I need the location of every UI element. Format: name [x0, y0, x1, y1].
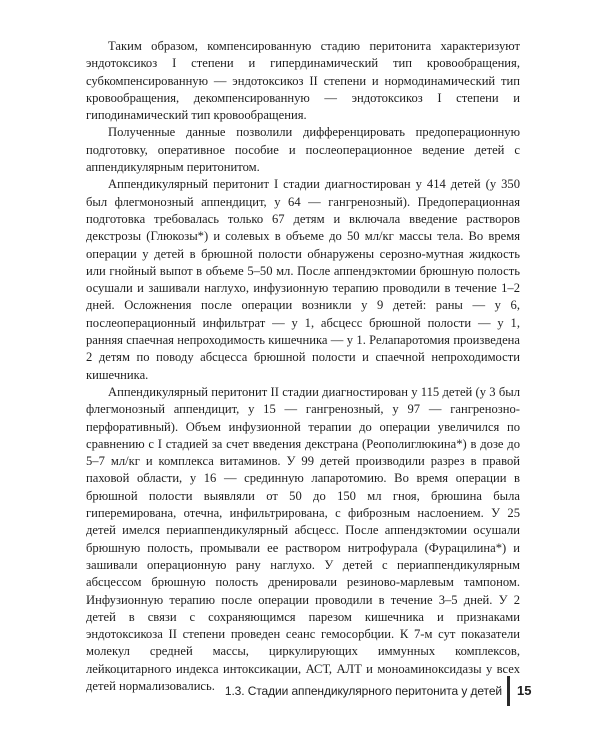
running-footer — [0, 676, 600, 708]
paragraph-stage-two: Аппендикулярный перитонит II стадии диагностирован у 115 детей (у 3 был флегмонозный аппендицит, у 15 — гангренозный, у 97 — гангренозно-перфоративный). Объем инфузионной терапии до операции увеличился по сравнению с I стадией за счет введения декстрана (Реополиглюкина*) в дозе до 5–7 мл/кг и комплекса витаминов. У 99 детей производили разрез в правой паховой области, у 16 — срединную лапаротомию. Во время операции в брюшной полости выявляли от 50 до 150 мл гноя, брюшина была гиперемирована, отечна, инфильтрирована, с фиброзным наслоением. У 25 детей имелся периаппендикулярный абсцесс. После аппендэктомии осушали брюшную полость, промывали ее раствором нитрофурала (Фурацилина*) и зашивали операционную рану наглухо. У детей с периаппендикулярным абсцессом брюшную полость дренировали резиново-марлевым тампоном. Инфузионную терапию после операции проводили в течение 3–5 дней. У 2 детей в связи с сохраняющимся парезом кишечника и признаками эндотоксикоза II степени проведен сеанс гемосорбции. К 7-м сут показатели молекул средней массы, циркулирующих иммунных комплексов, лейкоцитарного индекса интоксикации, АСТ, АЛТ и моноаминоксидазы у всех детей нормализовались. — [86, 384, 520, 693]
body-text — [86, 38, 520, 695]
section-title: 1.3. Стадии аппендикулярного перитонита у детей — [224, 684, 502, 698]
page-number: 15 — [517, 683, 532, 698]
paragraph-summary: Таким образом, компенсированную стадию перитонита характеризуют эндотоксикоз I степени и гипердинамический тип кровообращения, субкомпенсированную — эндотоксикоз II степени и нормодинамический тип кровообращения, декомпенсированную — эндотоксикоз I степени и гиподинамический тип кровообращения. — [86, 39, 520, 123]
paragraph-stage-one: Аппендикулярный перитонит I стадии диагностирован у 414 детей (у 350 был флегмонозный аппендицит, у 64 — гангренозный). Предоперационная подготовка требовалась только 67 детям и включала введение растворов декстрозы (Глюкозы*) и солевых в объеме до 50 мл/кг массы тела. Во время операции у детей в брюшной полости обнаружены серозно-мутная жидкость или гнойный выпот в объеме 5–50 мл. После аппендэктомии брюшную полость осушали и зашивали наглухо, инфузионную терапию проводили в течение 1–2 дней. Осложнения после операции возникли у 9 детей: раны — у 6, послеоперационный инфильтрат — у 1, абсцесс брюшной полости — у 1, ранняя спаечная непроходимость кишечника — у 1. Релапаротомия произведена 2 детям по поводу абсцесса брюшной полости и спаечной непроходимости кишечника. — [86, 177, 520, 382]
footer-divider — [507, 676, 510, 706]
paragraph-differentiation: Полученные данные позволили дифференцировать предоперационную подготовку, оперативное пособие и послеоперационное ведение детей с аппендикулярным перитонитом. — [86, 125, 520, 175]
